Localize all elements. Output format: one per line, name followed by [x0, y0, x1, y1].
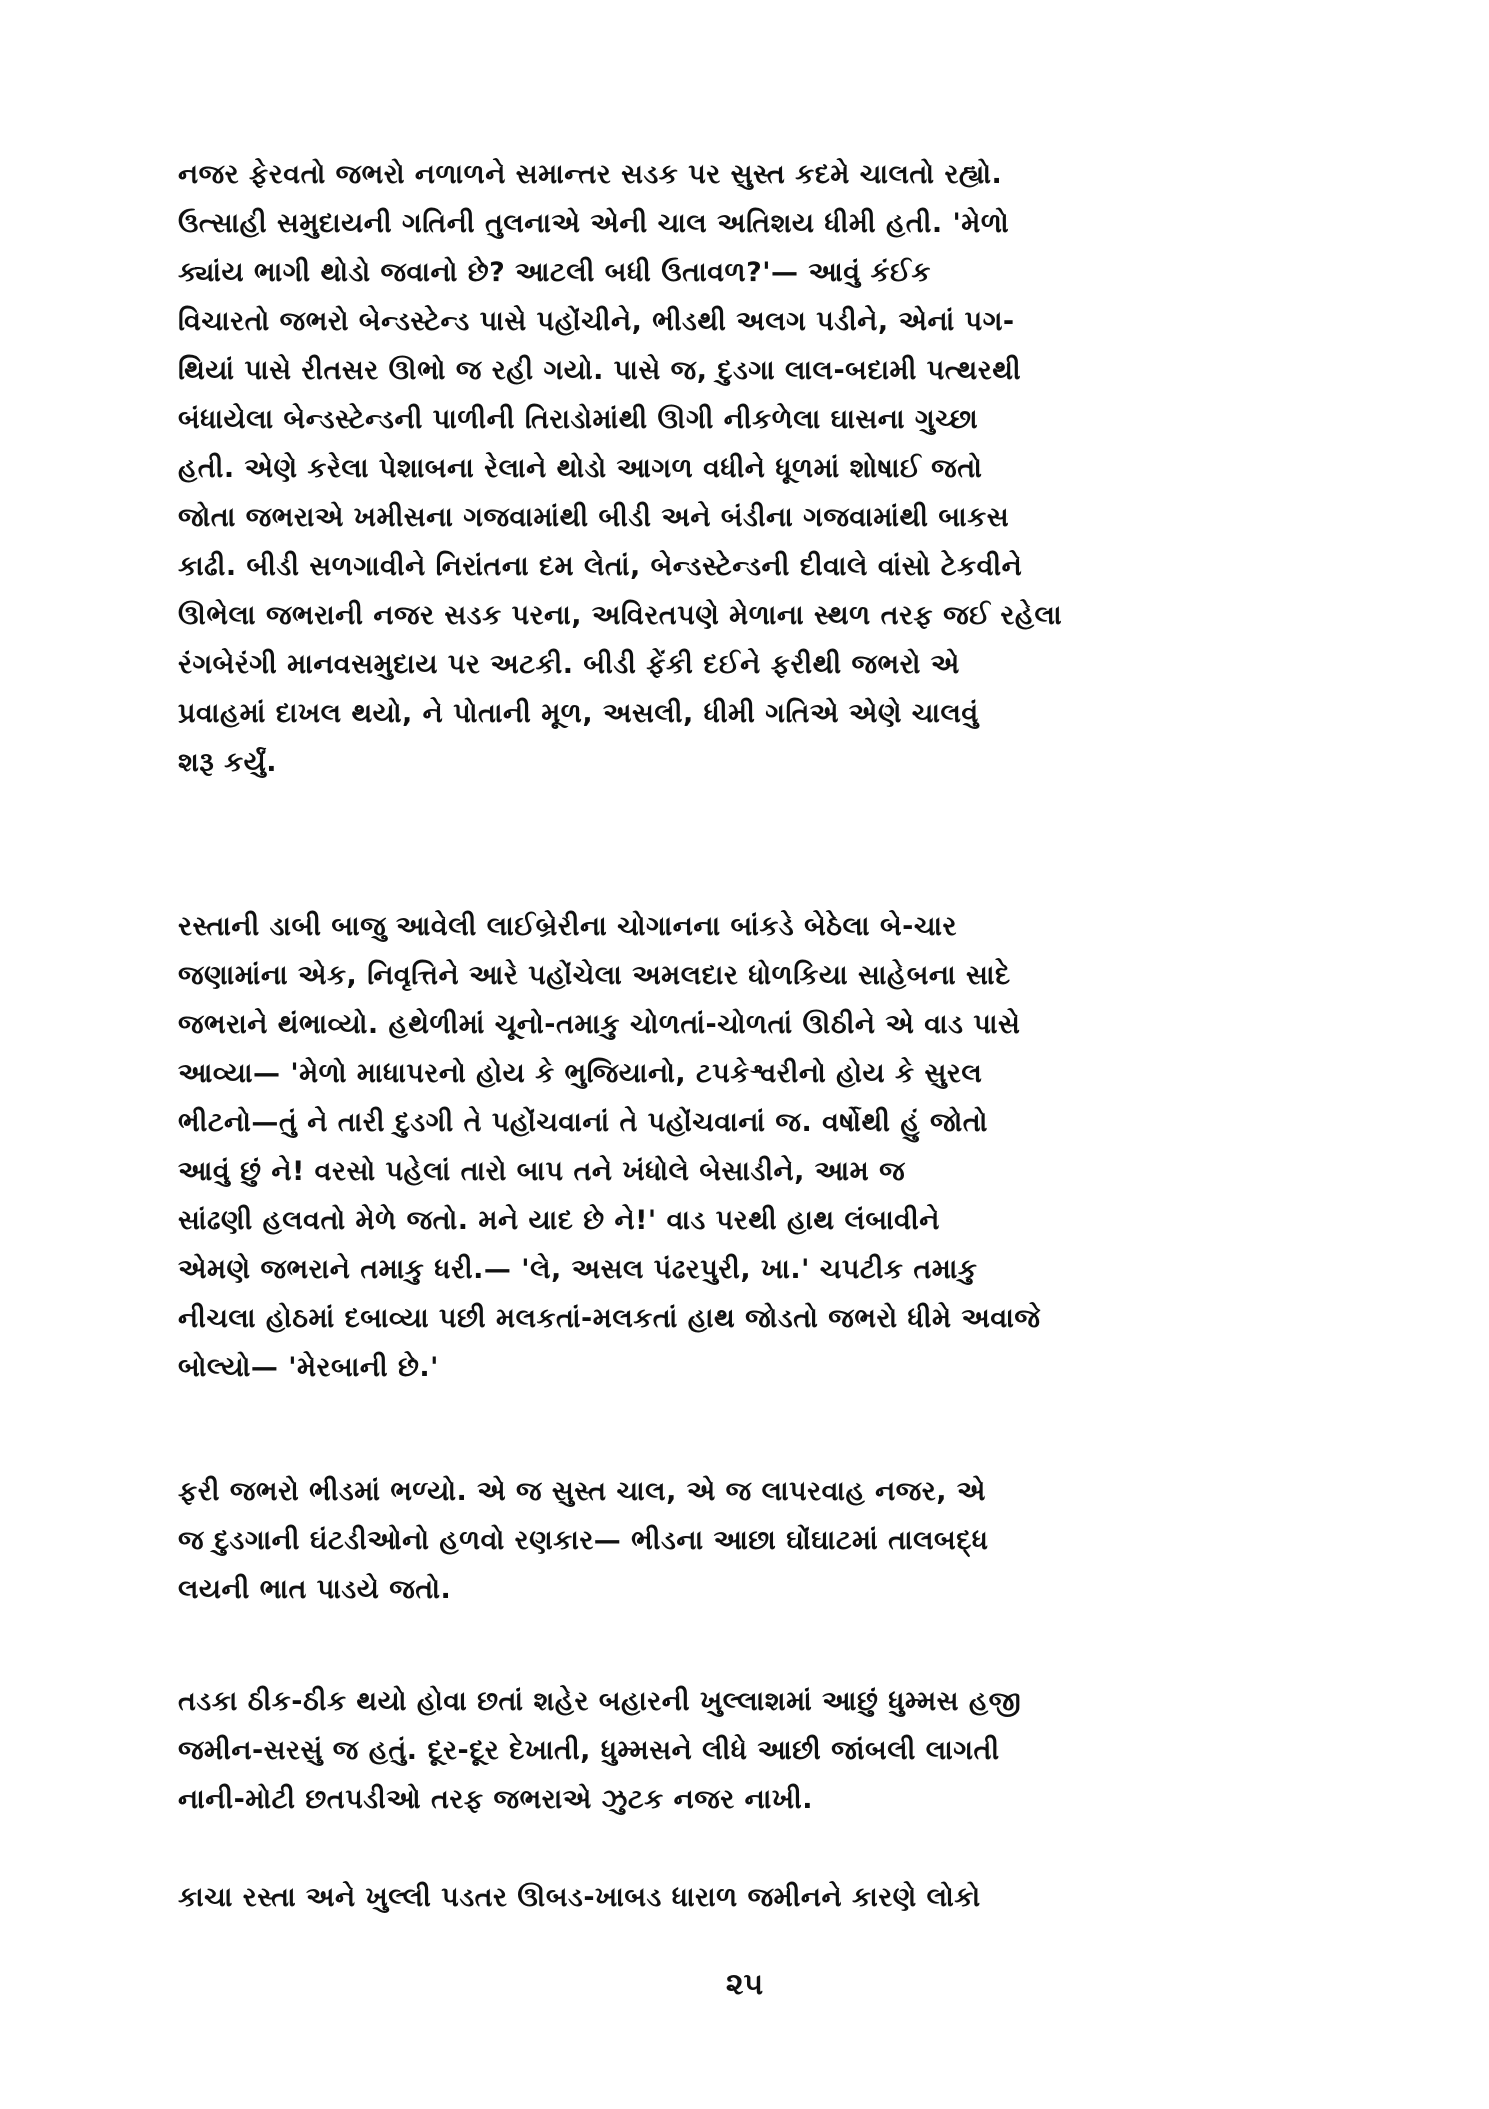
- text-line: આવું છું ને! વરસો પહેલાં તારો બાપ તને ખંધોલે બેસાડીને, આમ જ: [178, 1156, 906, 1187]
- text-line: સાંઢણી હલવતો મેળે જતો. મને યાદ છે ને!' વાડ પરથી હાથ લંબાવીને: [178, 1205, 940, 1236]
- paragraph-1: [178, 150, 1318, 787]
- text-line: આવ્યા— 'મેળો માધાપરનો હોય કે ભુજિયાનો, ટપકેશ્વરીનો હોય કે સુરલ: [178, 1058, 983, 1089]
- text-line: નજર ફેરવતો જભરો નળાળને સમાન્તર સડક પર સુસ્ત કદમે ચાલતો રહ્યો.: [178, 159, 1003, 190]
- text-line: જમીન-સરસું જ હતું. દૂર-દૂર દેખાતી, ધુમ્મસને લીધે આછી જાંબલી લાગતી: [178, 1735, 1000, 1766]
- paragraph-5: [178, 1873, 1318, 1922]
- text-line: ઉત્સાહી સમુદાયની ગતિની તુલનાએ એની ચાલ અતિશય ધીમી હતી. 'મેળો: [178, 208, 1010, 239]
- text-line: વિચારતો જભરો બેન્ડસ્ટેન્ડ પાસે પહોંચીને, ભીડથી અલગ પડીને, એનાં પગ-: [178, 306, 1015, 337]
- text-line: ભીટનો—તું ને તારી દુડગી તે પહોંચવાનાં તે પહોંચવાનાં જ. વર્ષોથી હું જોતો: [178, 1107, 988, 1138]
- text-line: જોતા જભરાએ ખમીસના ગજવામાંથી બીડી અને બંડીના ગજવામાંથી બાકસ: [178, 502, 1010, 533]
- text-line: પ્રવાહમાં દાખલ થયો, ને પોતાની મૂળ, અસલી, ધીમી ગતિએ એણે ચાલવું: [178, 698, 979, 729]
- text-line: એમણે જભરાને તમાકુ ધરી.— 'લે, અસલ પંઢરપુરી, ખા.' ચપટીક તમાકુ: [178, 1254, 978, 1285]
- text-line: બંધાયેલા બેન્ડસ્ટેન્ડની પાળીની તિરાડોમાંથી ઊગી નીકળેલા ઘાસના ગુચ્છા: [178, 404, 979, 435]
- text-line: તડકા ઠીક-ઠીક થયો હોવા છતાં શહેર બહારની ખુલ્લાશમાં આછું ધુમ્મસ હજી: [178, 1686, 1022, 1717]
- text-line: નાની-મોટી છતપડીઓ તરફ જભરાએ ઝુટક નજર નાખી.: [178, 1784, 813, 1815]
- text-line: નીચલા હોઠમાં દબાવ્યા પછી મલકતાં-મલકતાં હાથ જોડતો જભરો ધીમે અવાજે: [178, 1303, 1041, 1334]
- text-line: રસ્તાની ડાબી બાજુ આવેલી લાઈબ્રેરીના ચોગાનના બાંકડે બેઠેલા બે-ચાર: [178, 911, 957, 942]
- text-line: થિયાં પાસે રીતસર ઊભો જ રહી ગયો. પાસે જ, દુડગા લાલ-બદામી પત્થરથી: [178, 355, 1022, 386]
- text-line: લયની ભાત પાડયે જતો.: [178, 1574, 452, 1605]
- paragraph-4: [178, 1677, 1318, 1824]
- text-line: શરૂ કર્યું.: [178, 747, 278, 778]
- page-number: ૨૫: [725, 1967, 764, 2002]
- paragraph-3: [178, 1467, 1318, 1614]
- text-line: રંગબેરંગી માનવસમુદાય પર અટકી. બીડી ફેંકી દઈને ફરીથી જભરો એ: [178, 649, 960, 680]
- text-line: જ દુડગાની ઘંટડીઓનો હળવો રણકાર— ભીડના આછા ઘોંઘાટમાં તાલબદ્ધ: [178, 1525, 989, 1556]
- text-line: હતી. એણે કરેલા પેશાબના રેલાને થોડો આગળ વધીને ધૂળમાં શોષાઈ જતો: [178, 453, 983, 484]
- text-line: બોલ્યો— 'મેરબાની છે.': [178, 1352, 439, 1383]
- text-line: ફરી જભરો ભીડમાં ભળ્યો. એ જ સુસ્ત ચાલ, એ જ લાપરવાહ નજર, એ: [178, 1476, 986, 1507]
- text-line: કાચા રસ્તા અને ખુલ્લી પડતર ઊબડ-ખાબડ ધારાળ જમીનને કારણે લોકો: [178, 1882, 981, 1913]
- paragraph-2: [178, 902, 1318, 1392]
- text-line: ઊભેલા જભરાની નજર સડક પરના, અવિરતપણે મેળાના સ્થળ તરફ જઈ રહેલા: [178, 600, 1063, 631]
- text-line: જભરાને થંભાવ્યો. હથેળીમાં ચૂનો-તમાકુ ચોળતાં-ચોળતાં ઊઠીને એ વાડ પાસે: [178, 1009, 1021, 1040]
- text-line: કાઢી. બીડી સળગાવીને નિરાંતના દમ લેતાં, બેન્ડસ્ટેન્ડની દીવાલે વાંસો ટેકવીને: [178, 551, 1023, 582]
- text-line: ક્યાંય ભાગી થોડો જવાનો છે? આટલી બધી ઉતાવળ?'— આવું કંઈક: [178, 257, 931, 288]
- text-line: જણામાંના એક, નિવૃત્તિને આરે પહોંચેલા અમલદાર ધોળકિયા સાહેબના સાદે: [178, 960, 1011, 991]
